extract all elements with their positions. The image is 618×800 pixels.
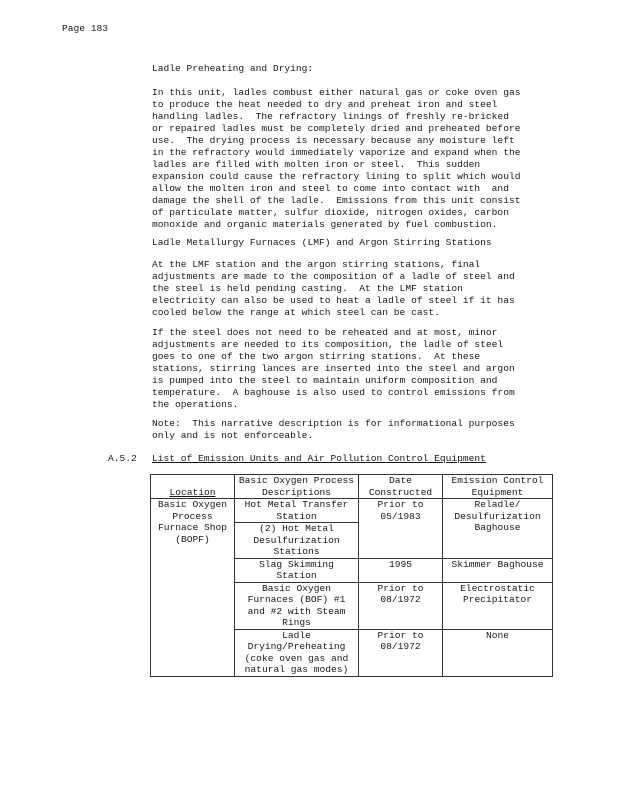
cell-equipment: Reladle/ Desulfurization Baghouse — [443, 499, 553, 559]
text-line: adjustments are made to the composition of a ladle of steel and — [152, 271, 515, 282]
text-line: If the steel does not need to be reheated and at most, minor — [152, 327, 498, 338]
cell-date: Prior to 08/1972 — [359, 629, 443, 676]
text-line: In this unit, ladles combust either natural gas or coke oven gas — [152, 87, 521, 98]
text-line: in the refractory would immediately vaporize and expand when the — [152, 147, 521, 158]
cell-date: 1995 — [359, 558, 443, 582]
paragraph-argon-stirring — [152, 327, 552, 411]
text-line: use. The drying process is necessary because any moisture left — [152, 135, 515, 146]
text-line: or repaired ladles must be completely dried and preheated before — [152, 123, 521, 134]
text-line: of particulate matter, sulfur dioxide, nitrogen oxides, carbon — [152, 207, 509, 218]
text-line: adjustments are needed to its composition, the ladle of steel — [152, 339, 504, 350]
header-location: Location — [151, 475, 235, 499]
cell-equipment: Skimmer Baghouse — [443, 558, 553, 582]
paragraph-ladle-preheating — [152, 87, 552, 231]
table-row — [151, 499, 553, 523]
cell-date: Prior to 08/1972 — [359, 582, 443, 629]
paragraph-lmf — [152, 259, 552, 319]
table-header-row — [151, 475, 553, 499]
text-line: allow the molten iron and steel to come into contact with and — [152, 183, 509, 194]
cell-date: Prior to 05/1983 — [359, 499, 443, 559]
text-line: Note: This narrative description is for informational purposes — [152, 418, 515, 429]
cell-equipment: Electrostatic Precipitator — [443, 582, 553, 629]
header-descriptions: Basic Oxygen Process Descriptions — [235, 475, 359, 499]
text-line: only and is not enforceable. — [152, 430, 314, 441]
text-line: is pumped into the steel to maintain uniform composition and — [152, 375, 498, 386]
text-line: to produce the heat needed to dry and preheat iron and steel — [152, 99, 498, 110]
text-line: expansion could cause the refractory lining to split which would — [152, 171, 521, 182]
text-line: the steel is held pending casting. At the LMF station — [152, 283, 463, 294]
cell-location: Basic Oxygen Process Furnace Shop (BOPF) — [151, 499, 235, 677]
cell-equipment: None — [443, 629, 553, 676]
text-line: damage the shell of the ladle. Emissions from this unit consist — [152, 195, 521, 206]
section-heading-ladle-preheating: Ladle Preheating and Drying: — [152, 63, 314, 74]
page-number: Page 183 — [62, 23, 109, 34]
cell-description: Slag Skimming Station — [235, 558, 359, 582]
section-title-equipment: List of Emission Units and Air Pollution Control Equipment — [152, 453, 486, 464]
header-equipment: Emission Control Equipment — [443, 475, 553, 499]
cell-description: (2) Hot Metal Desulfurization Stations — [235, 523, 359, 559]
text-line: electricity can also be used to heat a ladle of steel if it has — [152, 295, 515, 306]
text-line: cooled below the range at which steel can be cast. — [152, 307, 440, 318]
emission-units-table — [150, 474, 553, 677]
cell-description: Basic Oxygen Furnaces (BOF) #1 and #2 with Steam Rings — [235, 582, 359, 629]
note-paragraph — [152, 418, 552, 442]
section-heading-lmf: Ladle Metallurgy Furnaces (LMF) and Argon Stirring Stations — [152, 237, 492, 248]
text-line: stations, stirring lances are inserted into the steel and argon — [152, 363, 515, 374]
text-line: the operations. — [152, 399, 239, 410]
cell-description: Ladle Drying/Preheating (coke oven gas and natural gas modes) — [235, 629, 359, 676]
text-line: goes to one of the two argon stirring stations. At these — [152, 351, 481, 362]
section-number: A.5.2 — [108, 453, 137, 464]
text-line: handling ladles. The refractory linings of freshly re-bricked — [152, 111, 509, 122]
header-date: Date Constructed — [359, 475, 443, 499]
text-line: monoxide and organic materials generated by fuel combustion. — [152, 219, 498, 230]
text-line: At the LMF station and the argon stirring stations, final — [152, 259, 481, 270]
cell-description: Hot Metal Transfer Station — [235, 499, 359, 523]
text-line: ladles are filled with molten iron or steel. This sudden — [152, 159, 481, 170]
text-line: temperature. A baghouse is also used to control emissions from — [152, 387, 515, 398]
